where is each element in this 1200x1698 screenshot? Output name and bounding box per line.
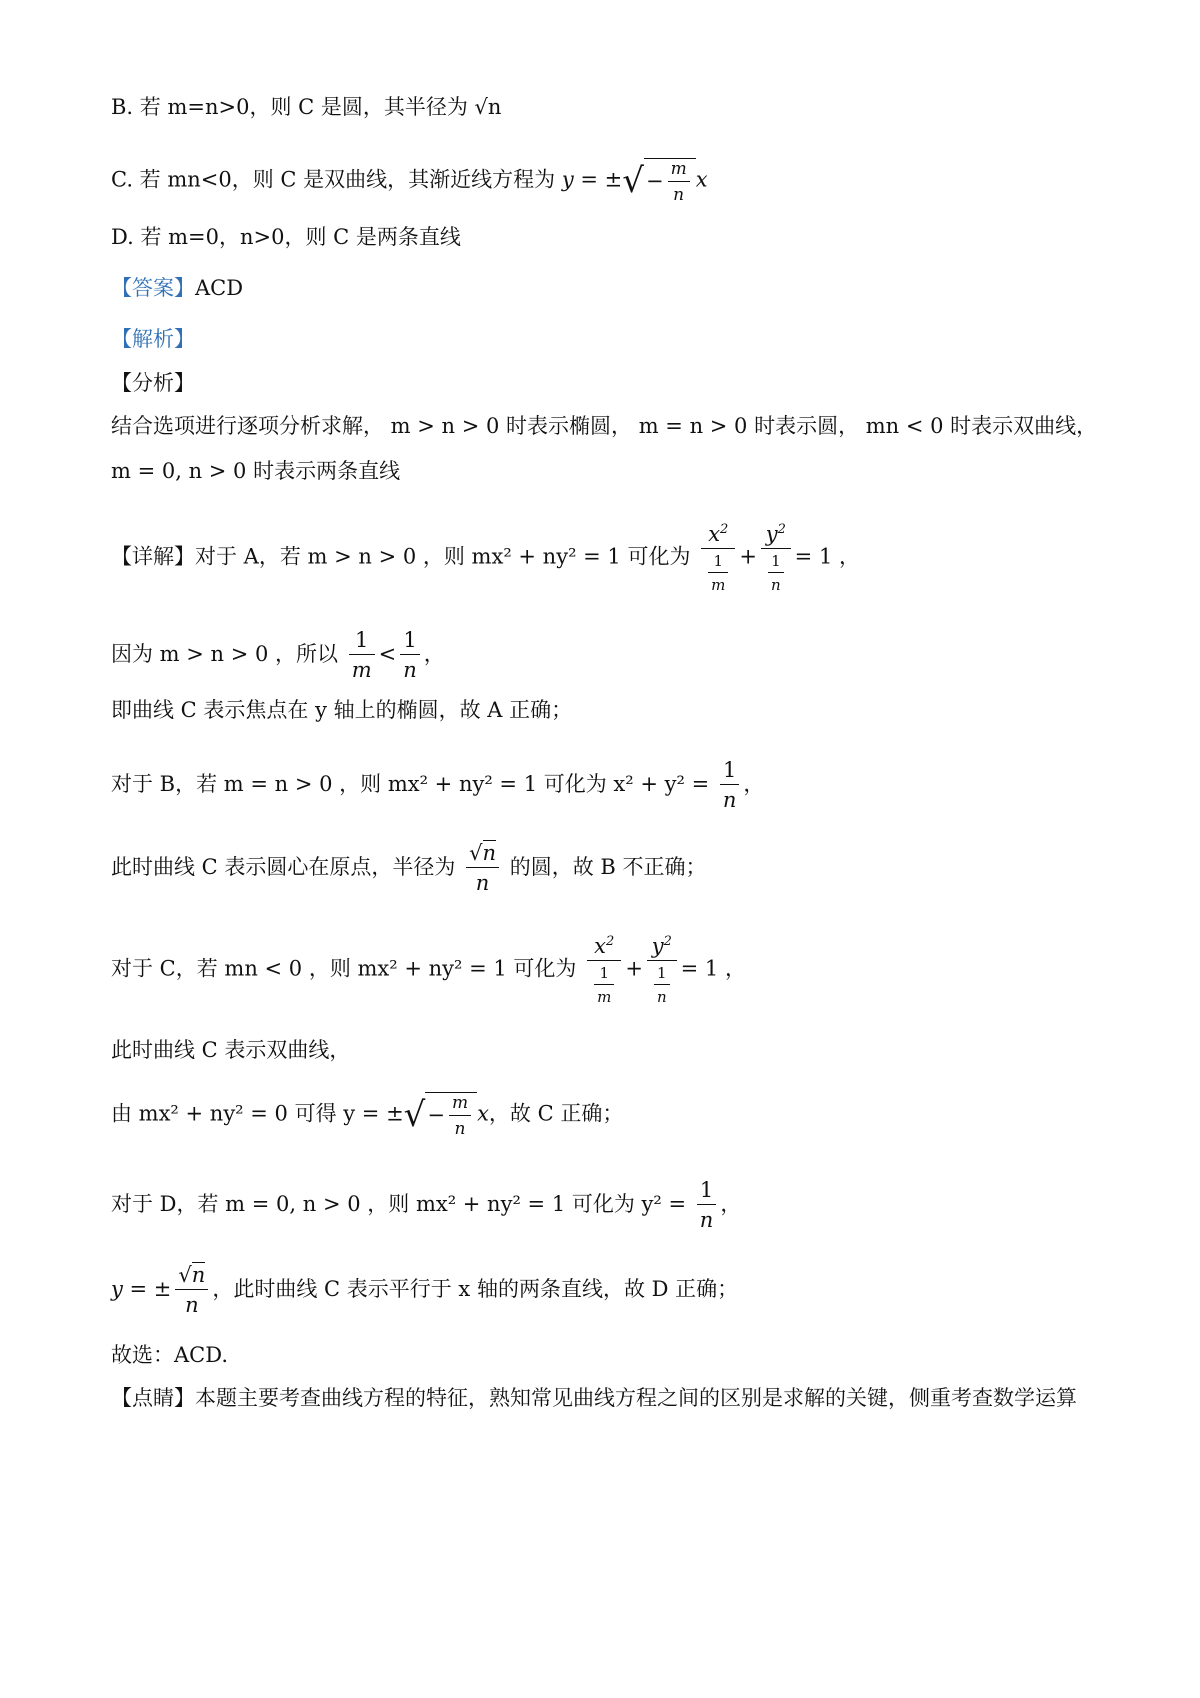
fenxi-label: 【分析】 (111, 371, 195, 395)
option-d: D. 若 m=0，n>0，则 C 是两条直线 (111, 225, 461, 249)
answer-label: 【答案】 (111, 276, 195, 300)
detail-c-text: 对于 C，若 mn < 0 ，则 mx² + ny² = 1 可化为 (111, 956, 577, 981)
detail-d-conclusion: y = ± $\frac{√n}{n}$ ，此时曲线 C 表示平行于 x 轴的两条直线，故 D 正确； (111, 1263, 739, 1317)
detail-c-derive: 由 mx² + ny² = 0 可得 y = ±√− $\frac{m}{n}$ x，故 C 正确； (111, 1093, 624, 1139)
final-choice: 故选：ACD. (111, 1343, 228, 1367)
detail-a-reason: 因为 m > n > 0 ，所以 $\frac{1}{m}$ < $\frac{1}{n}$ ， (111, 628, 445, 682)
option-c-text: C. 若 mn<0，则 C 是双曲线，其渐近线方程为 (111, 167, 556, 192)
detail-a-text: 对于 A，若 m > n > 0 ，则 mx² + ny² = 1 可化为 (195, 544, 691, 569)
sqrt-expression: √− $\frac{m}{n}$ (622, 158, 695, 204)
detail-d-conclusion-pre: y = ± (111, 1277, 172, 1301)
detail-b-conclusion-pre: 此时曲线 C 表示圆心在原点，半径为 (111, 855, 456, 879)
detail-b-conclusion-post: 的圆，故 B 不正确； (509, 855, 707, 879)
answer-line (111, 278, 243, 299)
analysis-label: 【解析】 (111, 327, 195, 351)
detail-c: 对于 C，若 mn < 0 ，则 mx² + ny² = 1 可化为 $\frac{x^2}{\frac{1}{m}}$ + $\frac{y^2}{\frac{1}{n}}$ = 1 ， (111, 934, 746, 1006)
detail-c-conclusion: 此时曲线 C 表示双曲线， (111, 1038, 351, 1062)
detail-a: 【详解】对于 A，若 m > n > 0 ，则 mx² + ny² = 1 可化为 $\frac{x^2}{\frac{1}{m}}$ + $\frac{y^2}{\frac{1}{n}}$ = 1 ， (111, 522, 860, 594)
detail-c-derive-pre: 由 mx² + ny² = 0 可得 y = ± (111, 1101, 404, 1126)
detail-b-text: 对于 B，若 m = n > 0 ，则 mx² + ny² = 1 可化为 x² + y² = (111, 772, 710, 796)
answer-value: ACD (195, 276, 244, 300)
detail-b: 对于 B，若 m = n > 0 ，则 mx² + ny² = 1 可化为 x² + y² = $\frac{1}{n}$ ， (111, 758, 765, 812)
comment-label: 【点睛】 (111, 1386, 195, 1410)
detail-b-conclusion: 此时曲线 C 表示圆心在原点，半径为 $\frac{√n}{n}$ 的圆，故 B 不正确； (111, 841, 707, 895)
comment-text: 本题主要考查曲线方程的特征，熟知常见曲线方程之间的区别是求解的关键，侧重考查数学运算 (195, 1386, 1077, 1410)
option-c: C. 若 mn<0，则 C 是双曲线，其渐近线方程为 y = ±√− $\frac{m}{n}$ x (111, 159, 708, 205)
fenxi-line1: 结合选项进行逐项分析求解， m > n > 0 时表示椭圆， m = n > 0 时表示圆， mn < 0 时表示双曲线， (111, 414, 1098, 438)
detail-d-conclusion-post: ，此时曲线 C 表示平行于 x 轴的两条直线，故 D 正确； (212, 1277, 739, 1301)
option-b: B. 若 m=n>0，则 C 是圆，其半径为 √n (111, 95, 502, 119)
detail-d-text: 对于 D，若 m = 0, n > 0 ，则 mx² + ny² = 1 可化为 y² = (111, 1192, 687, 1216)
detail-a-conclusion: 即曲线 C 表示焦点在 y 轴上的椭圆，故 A 正确； (111, 698, 573, 722)
comment-line (111, 1388, 1077, 1409)
detail-a-reason-text: 因为 m > n > 0 ，所以 (111, 642, 339, 666)
detail-d: 对于 D，若 m = 0, n > 0 ，则 mx² + ny² = 1 可化为 y² = $\frac{1}{n}$ ， (111, 1178, 742, 1232)
detail-label: 【详解】 (111, 544, 195, 569)
fenxi-line2: m = 0, n > 0 时表示两条直线 (111, 459, 401, 483)
detail-c-derive-post: ，故 C 正确； (488, 1101, 624, 1126)
